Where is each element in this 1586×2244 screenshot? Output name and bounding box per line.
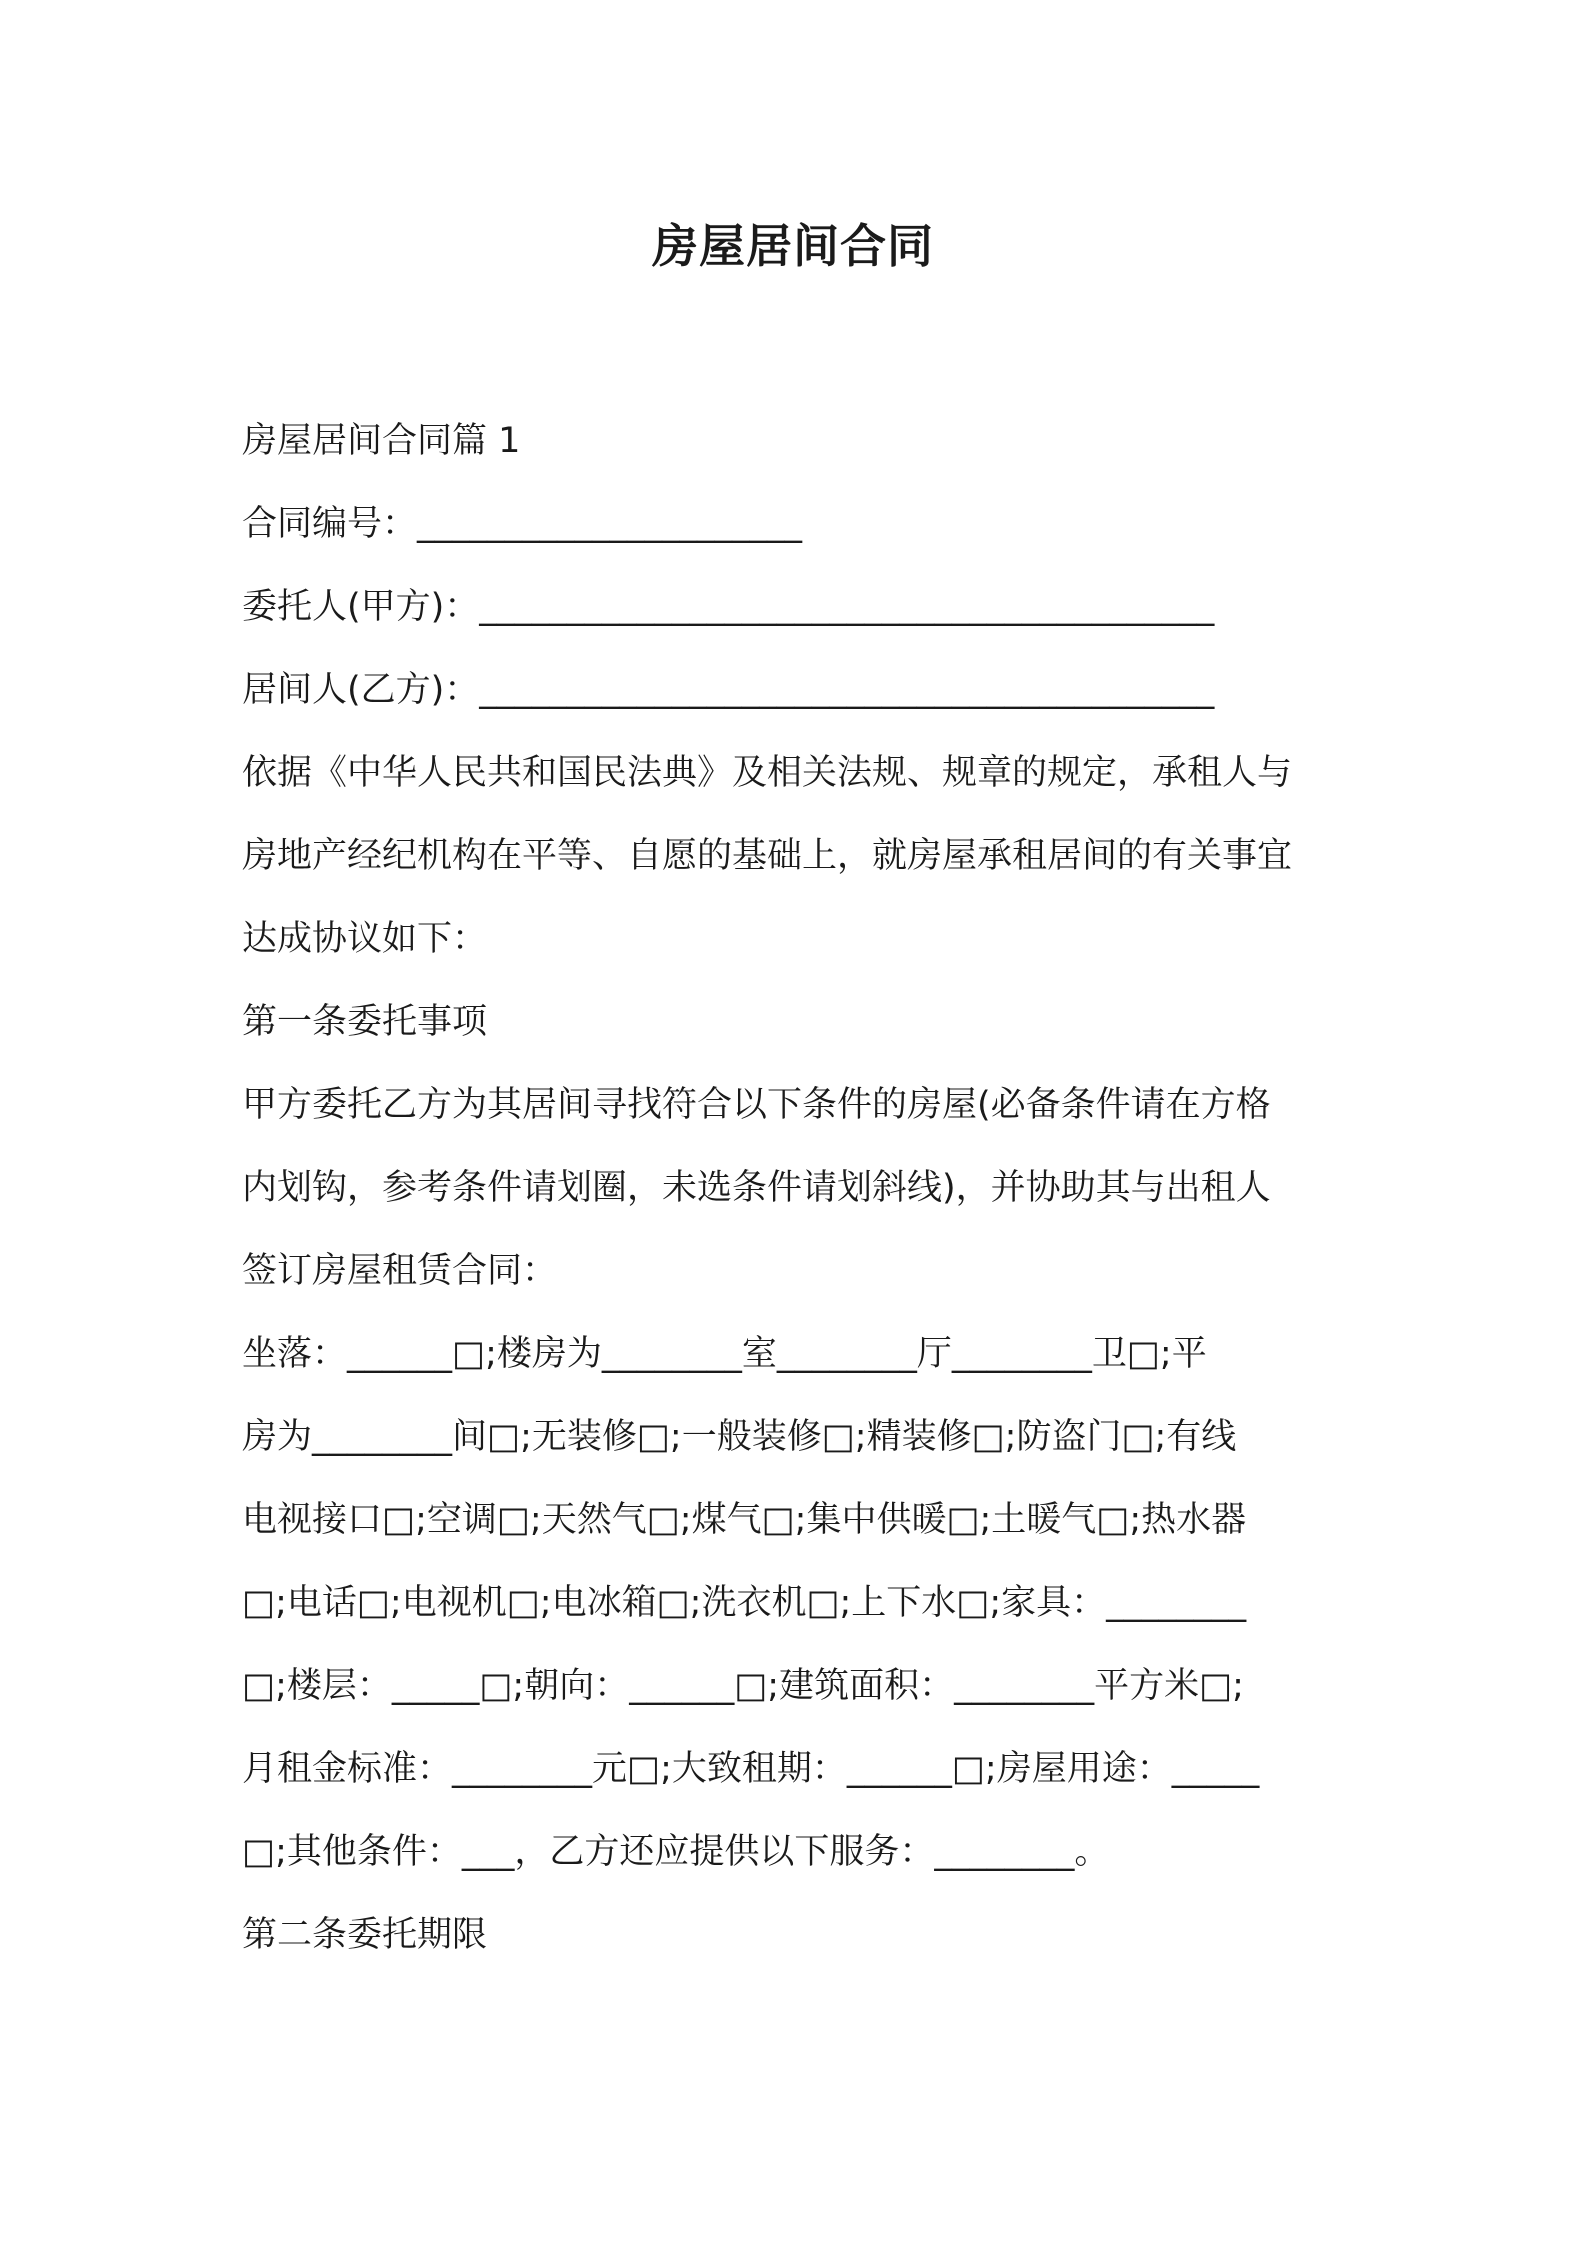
paragraph-line: 甲方委托乙方为其居间寻找符合以下条件的房屋(必备条件请在方格 <box>242 1085 1271 1125</box>
article-heading: 第一条委托事项 <box>242 1002 488 1042</box>
paragraph-line: 房地产经纪机构在平等、自愿的基础上，就房屋承租居间的有关事宜 <box>242 836 1293 876</box>
paragraph-line: 达成协议如下： <box>242 919 488 959</box>
section-heading: 房屋居间合同篇 1 <box>242 421 521 461</box>
paragraph-line: 签订房屋租赁合同： <box>242 1251 558 1291</box>
article-heading: 第二条委托期限 <box>242 1915 488 1955</box>
paragraph-line: 依据《中华人民共和国民法典》及相关法规、规章的规定，承租人与 <box>242 753 1293 793</box>
condition-line: 坐落：______□;楼房为________室________厅________卫□;平 <box>242 1334 1207 1374</box>
paragraph-line: 内划钩，参考条件请划圈，未选条件请划斜线)，并协助其与出租人 <box>242 1168 1271 1208</box>
condition-line: 房为________间□;无装修□;一般装修□;精装修□;防盗门□;有线 <box>242 1417 1237 1457</box>
party-a-field: 委托人(甲方)：__________________________________________ <box>242 587 1215 627</box>
document-title: 房屋居间合同 <box>652 219 934 273</box>
condition-line: □;楼层：_____□;朝向：______□;建筑面积：________平方米□; <box>242 1666 1244 1706</box>
party-b-field: 居间人(乙方)：__________________________________________ <box>242 670 1215 710</box>
condition-line: □;其他条件：___，乙方还应提供以下服务：________。 <box>242 1832 1110 1872</box>
document-body <box>242 400 1354 1977</box>
contract-number-field: 合同编号：______________________ <box>242 504 803 544</box>
condition-line: 月租金标准：________元□;大致租期：______□;房屋用途：_____ <box>242 1749 1260 1789</box>
condition-line: □;电话□;电视机□;电冰箱□;洗衣机□;上下水□;家具：________ <box>242 1583 1247 1623</box>
condition-line: 电视接口□;空调□;天然气□;煤气□;集中供暖□;土暖气□;热水器 <box>242 1500 1247 1540</box>
